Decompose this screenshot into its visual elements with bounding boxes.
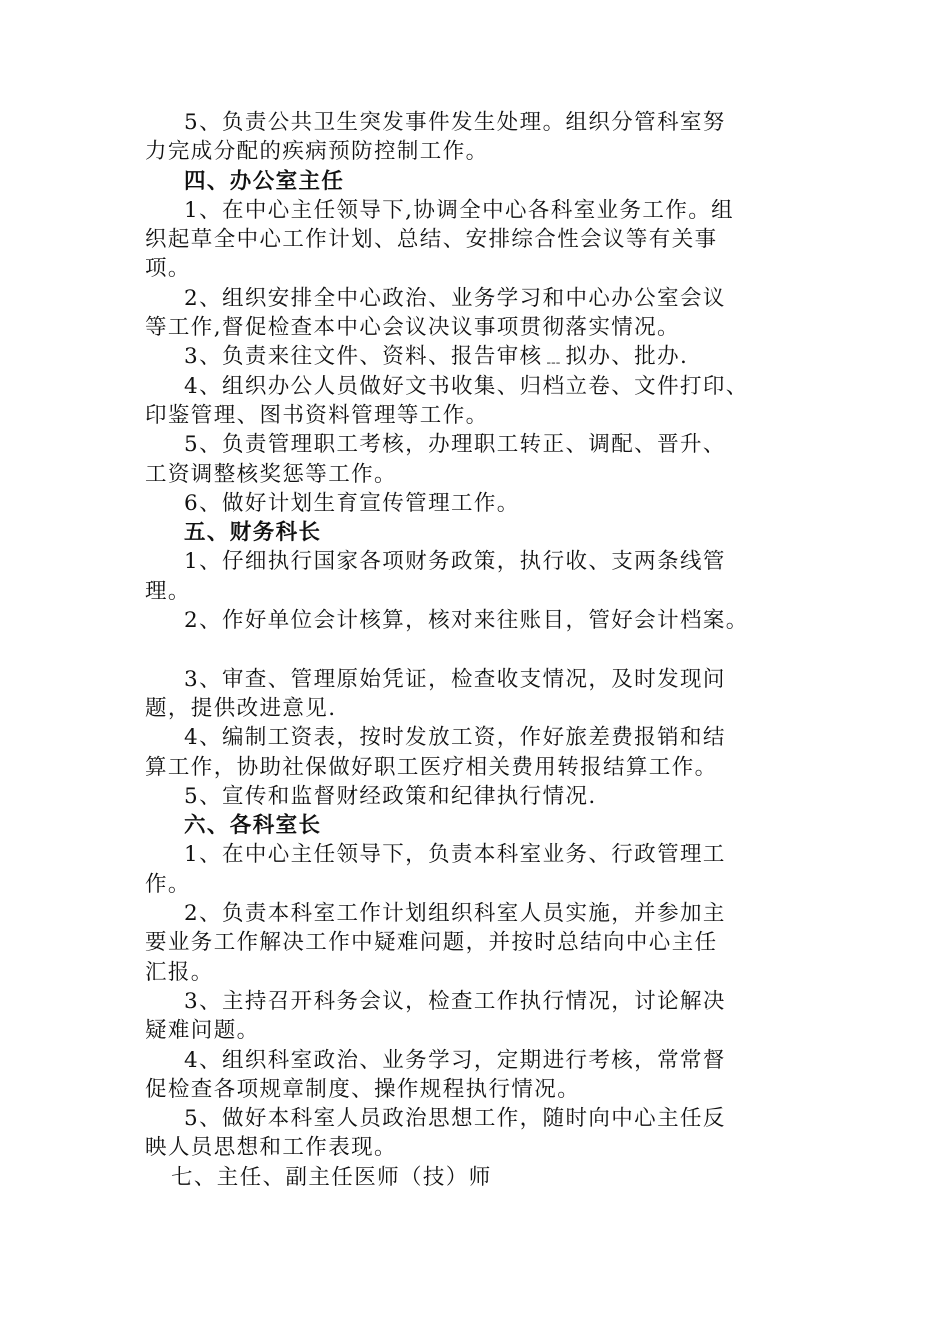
paragraph-line: 促检查各项规章制度、操作规程执行情况。 [145, 1076, 581, 1102]
paragraph-line: 1、在中心主任领导下,协调全中心各科室业务工作。组 [184, 197, 735, 223]
paragraph-line: 项。 [145, 256, 191, 282]
paragraph-line: 2、负责本科室工作计划组织科室人员实施，并参加主 [184, 901, 726, 927]
paragraph-line: 2、作好单位会计核算，核对来往账目，管好会计档案。 [184, 608, 749, 634]
paragraph-line: 题，提供改进意见. [145, 695, 337, 721]
paragraph-line: 4、编制工资表，按时发放工资，作好旅差费报销和结 [184, 725, 726, 751]
paragraph-line: 疑难问题。 [145, 1018, 260, 1044]
document-body [145, 108, 805, 1192]
section-heading: 四、办公室主任 [184, 168, 345, 194]
paragraph-line: 6、做好计划生育宣传管理工作。 [184, 490, 520, 516]
paragraph-line: 等工作,督促检查本中心会议决议事项贯彻落实情况。 [145, 315, 680, 341]
paragraph-line: 印鉴管理、图书资料管理等工作。 [145, 402, 489, 428]
paragraph-line: 4、组织科室政治、业务学习，定期进行考核，常常督 [184, 1047, 726, 1073]
paragraph-line: 映人员思想和工作表现。 [145, 1135, 397, 1161]
paragraph-line: 3、审查、管理原始凭证，检查收支情况，及时发现问 [184, 666, 726, 692]
paragraph-line: 5、负责管理职工考核，办理职工转正、调配、晋升、 [184, 432, 726, 458]
paragraph-line: 力完成分配的疾病预防控制工作。 [145, 139, 489, 165]
paragraph-line: 汇报。 [145, 959, 214, 985]
paragraph-line: 织起草全中心工作计划、总结、安排综合性会议等有关事 [145, 227, 718, 253]
blank-line [145, 635, 805, 664]
paragraph-line: 5、做好本科室人员政治思想工作，随时向中心主任反 [184, 1106, 726, 1132]
paragraph-line: 工资调整核奖惩等工作。 [145, 461, 397, 487]
paragraph-line: 算工作，协助社保做好职工医疗相关费用转报结算工作。 [145, 754, 718, 780]
paragraph-line: 5、负责公共卫生突发事件发生处理。组织分管科室努 [184, 110, 726, 135]
paragraph-line: 作。 [145, 871, 191, 897]
paragraph-line: 4、组织办公人员做好文书收集、归档立卷、文件打印、 [184, 373, 749, 399]
section-heading: 六、各科室长 [184, 813, 322, 839]
paragraph-line: 1、仔细执行国家各项财务政策，执行收、支两条线管 [184, 549, 726, 575]
paragraph-line: 3、主持召开科务会议，检查工作执行情况，讨论解决 [184, 988, 726, 1014]
paragraph-line: 2、组织安排全中心政治、业务学习和中心办公室会议 [184, 285, 726, 311]
paragraph-line: 1、在中心主任领导下，负责本科室业务、行政管理工 [184, 842, 726, 868]
paragraph-line: 理。 [145, 578, 191, 604]
section-heading: 七、主任、副主任医师（技）师 [171, 1164, 492, 1190]
paragraph-line: 5、宣传和监督财经政策和纪律执行情况. [184, 783, 597, 809]
section-heading: 五、财务科长 [184, 520, 322, 546]
paragraph-line: 要业务工作解决工作中疑难问题，并按时总结向中心主任 [145, 930, 718, 956]
paragraph-line: 3、负责来往文件、资料、报告审核﹍拟办、批办. [184, 344, 689, 370]
